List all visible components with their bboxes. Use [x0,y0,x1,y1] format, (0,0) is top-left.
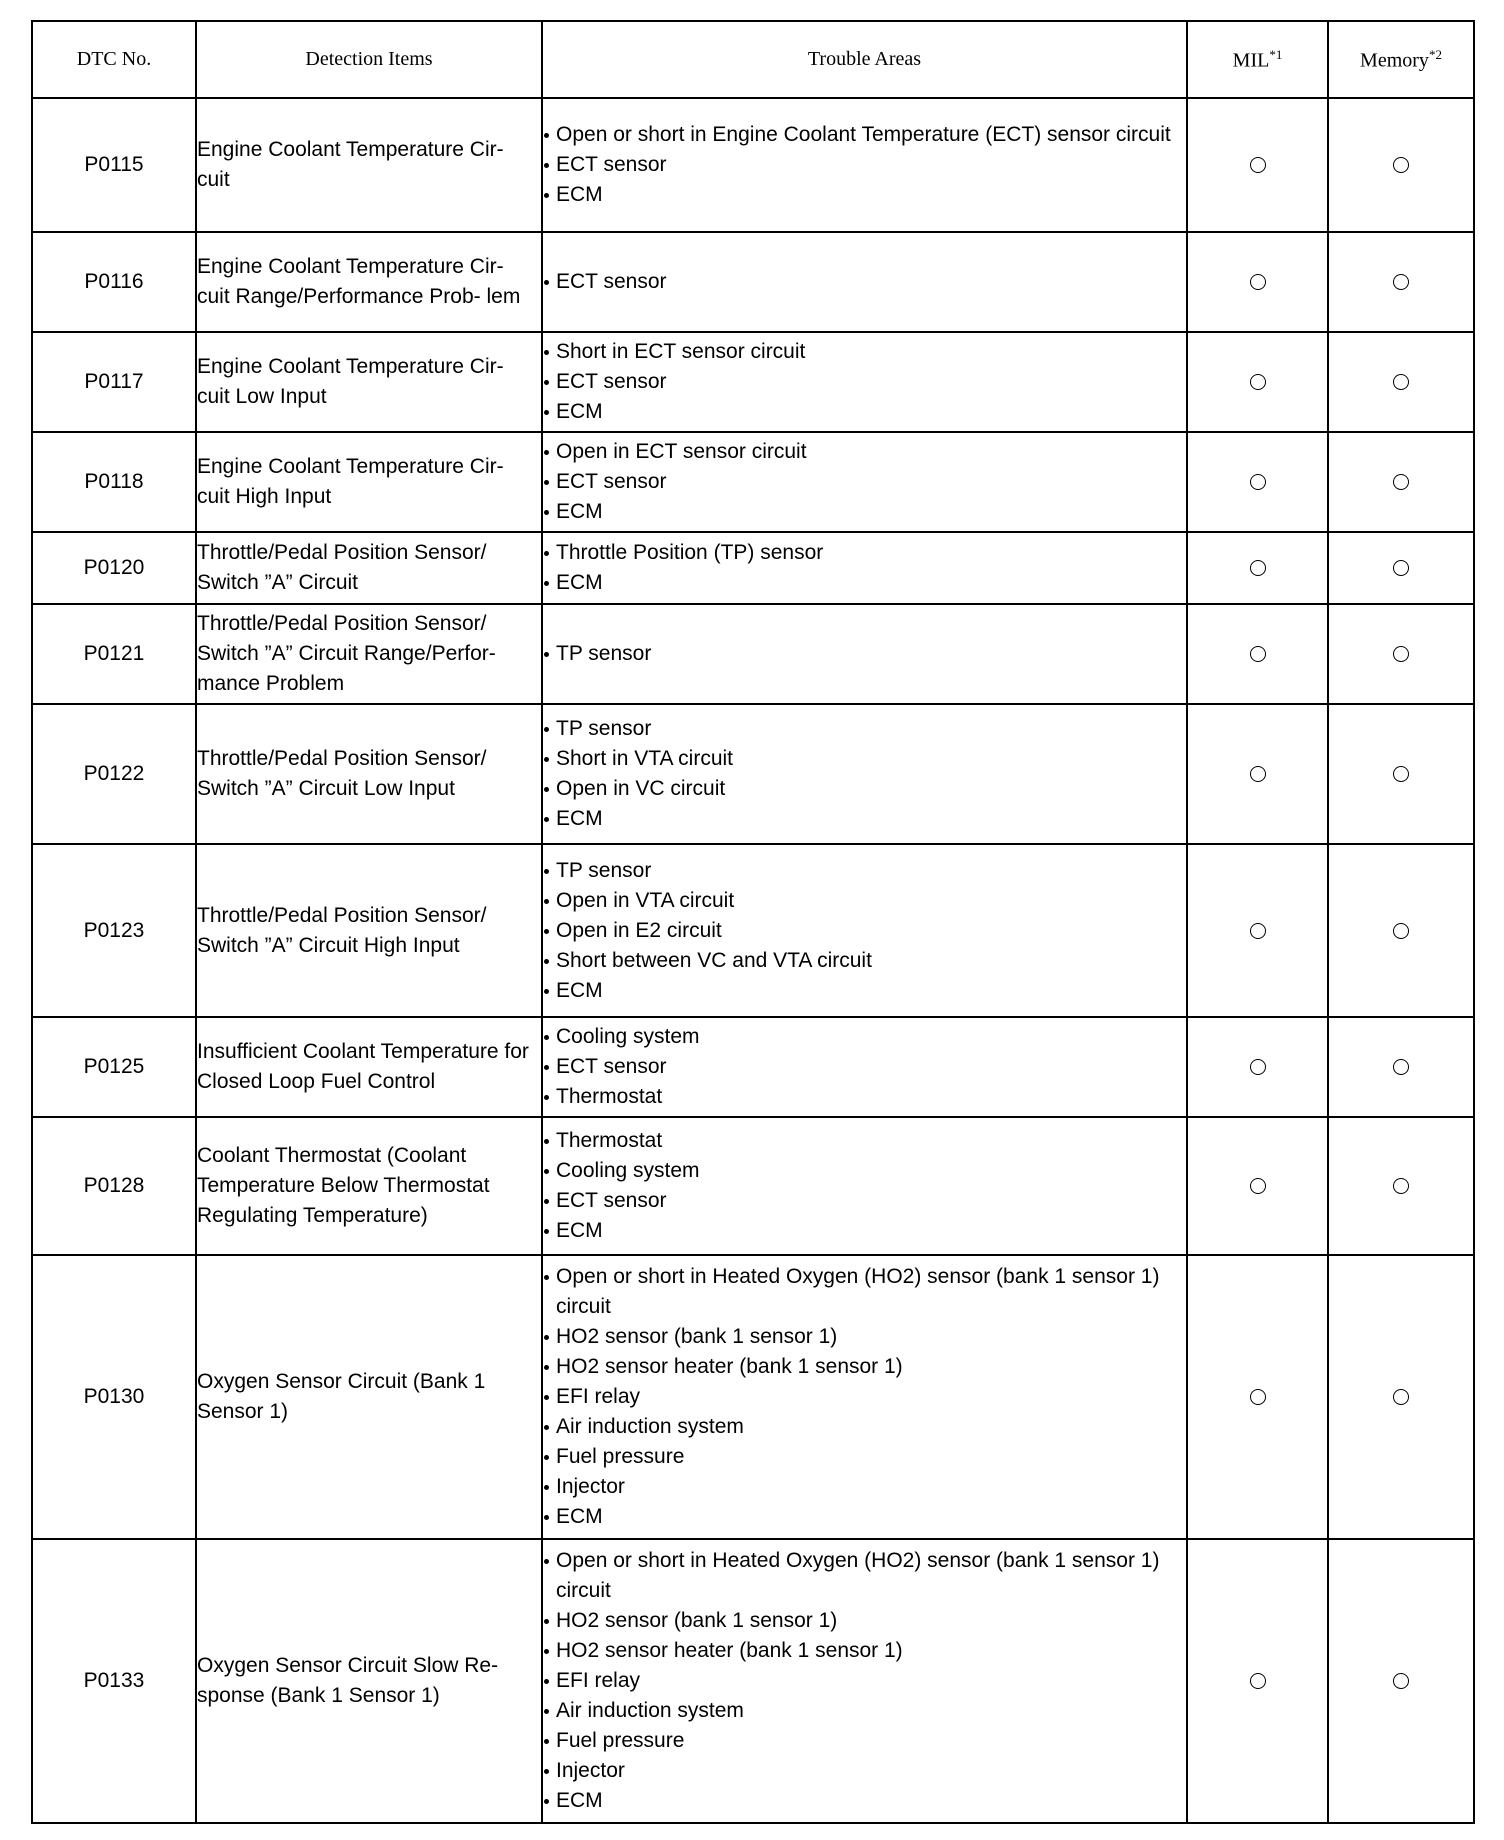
header-mil-footnote: *1 [1269,46,1283,62]
trouble-areas-list [543,267,1186,297]
circle-mark-icon [1250,1178,1266,1194]
trouble-areas-cell [542,1255,1187,1539]
trouble-area-item: ECM [543,568,1186,598]
dtc-code-cell: P0122 [32,704,196,844]
trouble-area-item: Cooling system [543,1022,1186,1052]
trouble-area-item: ECT sensor [543,467,1186,497]
dtc-code-cell: P0125 [32,1017,196,1117]
trouble-areas-list [543,337,1186,427]
mil-cell [1187,1117,1328,1255]
dtc-table-body [32,98,1474,1823]
trouble-areas-cell [542,98,1187,232]
detection-item-cell: Throttle/Pedal Position Sensor/ Switch ”A” Circuit Range/Perfor- mance Problem [196,604,542,704]
mil-cell [1187,432,1328,532]
trouble-area-item: Air induction system [543,1696,1186,1726]
trouble-area-item: ECM [543,180,1186,210]
circle-mark-icon [1250,474,1266,490]
detection-item-cell: Engine Coolant Temperature Cir- cuit High Input [196,432,542,532]
circle-mark-icon [1250,157,1266,173]
trouble-area-item: Short in ECT sensor circuit [543,337,1186,367]
memory-cell [1328,1255,1474,1539]
trouble-area-item: Open in VTA circuit [543,886,1186,916]
circle-mark-icon [1393,766,1409,782]
detection-item-cell: Insufficient Coolant Temperature for Closed Loop Fuel Control [196,1017,542,1117]
memory-cell [1328,704,1474,844]
dtc-code-cell: P0115 [32,98,196,232]
trouble-areas-cell [542,532,1187,604]
trouble-area-item: Open in E2 circuit [543,916,1186,946]
trouble-areas-cell [542,844,1187,1017]
table-row [32,532,1474,604]
trouble-areas-list [543,639,1186,669]
trouble-areas-list [543,714,1186,834]
circle-mark-icon [1250,560,1266,576]
trouble-areas-cell [542,1017,1187,1117]
header-mil-label: MIL [1232,49,1270,72]
detection-item-cell: Engine Coolant Temperature Cir- cuit [196,98,542,232]
trouble-areas-cell [542,1117,1187,1255]
header-row [32,21,1474,98]
trouble-areas-list [543,1262,1186,1532]
circle-mark-icon [1393,560,1409,576]
trouble-area-item: EFI relay [543,1382,1186,1412]
trouble-area-item: Open or short in Heated Oxygen (HO2) sensor (bank 1 sensor 1) circuit [543,1546,1186,1606]
dtc-code-cell: P0118 [32,432,196,532]
table-row [32,98,1474,232]
circle-mark-icon [1393,157,1409,173]
circle-mark-icon [1393,1673,1409,1689]
memory-cell [1328,1539,1474,1823]
table-row [32,432,1474,532]
trouble-area-item: ECT sensor [543,1186,1186,1216]
circle-mark-icon [1393,923,1409,939]
trouble-area-item: ECT sensor [543,367,1186,397]
circle-mark-icon [1393,1178,1409,1194]
header-mil [1187,21,1328,98]
trouble-area-item: ECM [543,1786,1186,1816]
trouble-areas-cell [542,704,1187,844]
trouble-area-item: HO2 sensor heater (bank 1 sensor 1) [543,1352,1186,1382]
memory-cell [1328,604,1474,704]
detection-item-cell: Oxygen Sensor Circuit (Bank 1 Sensor 1) [196,1255,542,1539]
trouble-areas-list [543,856,1186,1006]
trouble-area-item: ECT sensor [543,267,1186,297]
circle-mark-icon [1393,1389,1409,1405]
memory-cell [1328,532,1474,604]
trouble-area-item: HO2 sensor (bank 1 sensor 1) [543,1606,1186,1636]
header-memory-footnote: *2 [1428,46,1442,62]
table-row [32,1539,1474,1823]
trouble-area-item: ECM [543,1216,1186,1246]
detection-item-cell: Throttle/Pedal Position Sensor/ Switch ”A” Circuit [196,532,542,604]
trouble-areas-cell [542,604,1187,704]
header-dtc-no: DTC No. [32,21,196,98]
trouble-area-item: Open in VC circuit [543,774,1186,804]
memory-cell [1328,432,1474,532]
trouble-areas-cell [542,432,1187,532]
trouble-area-item: Thermostat [543,1126,1186,1156]
circle-mark-icon [1393,374,1409,390]
dtc-code-cell: P0123 [32,844,196,1017]
trouble-area-item: ECM [543,976,1186,1006]
trouble-area-item: ECT sensor [543,150,1186,180]
mil-cell [1187,332,1328,432]
trouble-area-item: Cooling system [543,1156,1186,1186]
mil-cell [1187,98,1328,232]
table-row [32,844,1474,1017]
header-trouble-areas: Trouble Areas [542,21,1187,98]
circle-mark-icon [1250,274,1266,290]
trouble-area-item: Fuel pressure [543,1726,1186,1756]
trouble-area-item: ECM [543,804,1186,834]
trouble-area-item: ECM [543,397,1186,427]
trouble-areas-list [543,1546,1186,1816]
circle-mark-icon [1250,646,1266,662]
mil-cell [1187,1255,1328,1539]
table-row [32,604,1474,704]
dtc-code-cell: P0120 [32,532,196,604]
circle-mark-icon [1250,1389,1266,1405]
memory-cell [1328,1117,1474,1255]
table-row [32,1255,1474,1539]
circle-mark-icon [1250,1673,1266,1689]
trouble-area-item: TP sensor [543,856,1186,886]
trouble-area-item: ECM [543,1502,1186,1532]
header-memory [1328,21,1474,98]
memory-cell [1328,844,1474,1017]
trouble-areas-cell [542,232,1187,332]
memory-cell [1328,332,1474,432]
circle-mark-icon [1393,274,1409,290]
trouble-areas-list [543,1126,1186,1246]
dtc-code-cell: P0128 [32,1117,196,1255]
dtc-code-cell: P0130 [32,1255,196,1539]
trouble-areas-list [543,1022,1186,1112]
memory-cell [1328,1017,1474,1117]
mil-cell [1187,532,1328,604]
mil-cell [1187,844,1328,1017]
trouble-area-item: Short in VTA circuit [543,744,1186,774]
header-memory-label: Memory [1360,49,1429,72]
detection-item-cell: Oxygen Sensor Circuit Slow Re- sponse (Bank 1 Sensor 1) [196,1539,542,1823]
trouble-area-item: Open in ECT sensor circuit [543,437,1186,467]
trouble-area-item: Thermostat [543,1082,1186,1112]
trouble-areas-list [543,120,1186,210]
trouble-area-item: Injector [543,1756,1186,1786]
trouble-area-item: TP sensor [543,639,1186,669]
mil-cell [1187,704,1328,844]
trouble-area-item: Fuel pressure [543,1442,1186,1472]
trouble-area-item: HO2 sensor heater (bank 1 sensor 1) [543,1636,1186,1666]
mil-cell [1187,232,1328,332]
trouble-area-item: Air induction system [543,1412,1186,1442]
mil-cell [1187,1017,1328,1117]
dtc-table [31,20,1475,1824]
trouble-areas-list [543,437,1186,527]
circle-mark-icon [1393,1059,1409,1075]
memory-cell [1328,98,1474,232]
detection-item-cell: Engine Coolant Temperature Cir- cuit Low Input [196,332,542,432]
memory-cell [1328,232,1474,332]
trouble-area-item: Open or short in Heated Oxygen (HO2) sensor (bank 1 sensor 1) circuit [543,1262,1186,1322]
detection-item-cell: Throttle/Pedal Position Sensor/ Switch ”A” Circuit Low Input [196,704,542,844]
table-row [32,232,1474,332]
table-row [32,1017,1474,1117]
trouble-area-item: HO2 sensor (bank 1 sensor 1) [543,1322,1186,1352]
trouble-area-item: Injector [543,1472,1186,1502]
mil-cell [1187,604,1328,704]
detection-item-cell: Throttle/Pedal Position Sensor/ Switch ”A” Circuit High Input [196,844,542,1017]
table-row [32,332,1474,432]
trouble-area-item: EFI relay [543,1666,1186,1696]
detection-item-cell: Engine Coolant Temperature Cir- cuit Range/Performance Prob- lem [196,232,542,332]
trouble-area-item: ECT sensor [543,1052,1186,1082]
table-row [32,1117,1474,1255]
trouble-area-item: Open or short in Engine Coolant Temperature (ECT) sensor circuit [543,120,1186,150]
detection-item-cell: Coolant Thermostat (Coolant Temperature Below Thermostat Regulating Temperature) [196,1117,542,1255]
dtc-code-cell: P0133 [32,1539,196,1823]
trouble-area-item: Short between VC and VTA circuit [543,946,1186,976]
dtc-code-cell: P0117 [32,332,196,432]
mil-cell [1187,1539,1328,1823]
trouble-areas-list [543,538,1186,598]
circle-mark-icon [1250,374,1266,390]
dtc-code-cell: P0116 [32,232,196,332]
dtc-code-cell: P0121 [32,604,196,704]
header-detection-items: Detection Items [196,21,542,98]
trouble-area-item: TP sensor [543,714,1186,744]
circle-mark-icon [1393,474,1409,490]
trouble-areas-cell [542,1539,1187,1823]
circle-mark-icon [1250,766,1266,782]
circle-mark-icon [1250,923,1266,939]
trouble-area-item: Throttle Position (TP) sensor [543,538,1186,568]
table-row [32,704,1474,844]
circle-mark-icon [1250,1059,1266,1075]
trouble-area-item: ECM [543,497,1186,527]
trouble-areas-cell [542,332,1187,432]
circle-mark-icon [1393,646,1409,662]
